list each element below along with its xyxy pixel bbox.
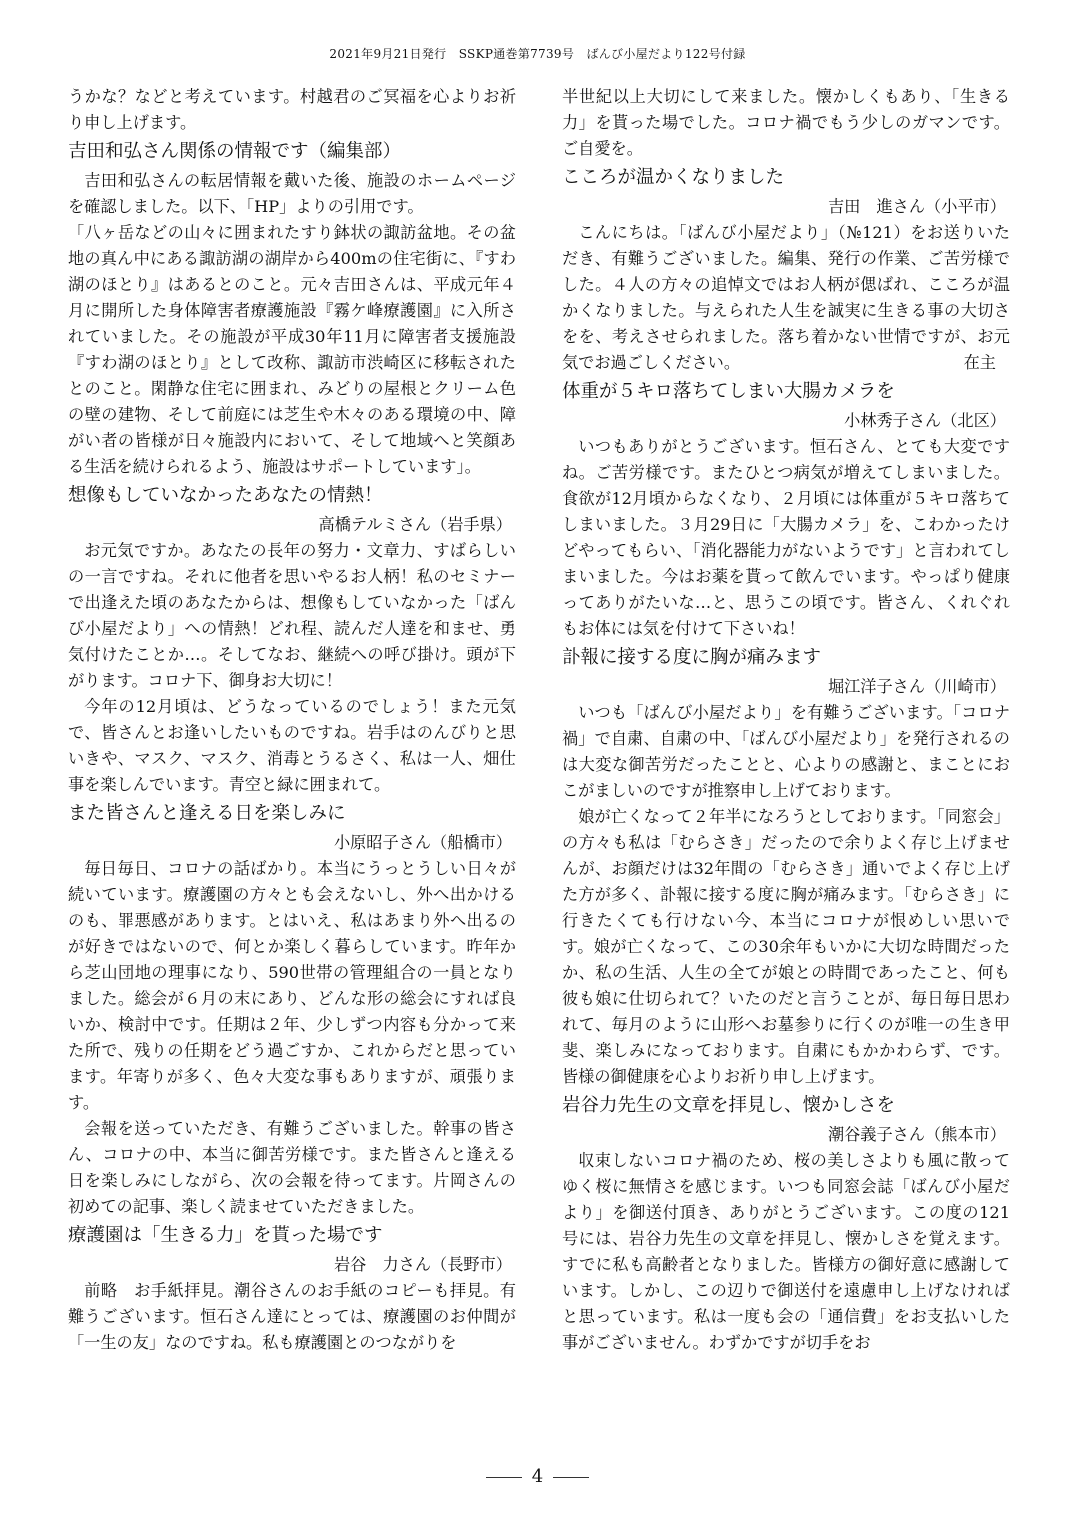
section-heading: 療護園は「生きる力」を貰った場です <box>68 1225 383 1246</box>
author-line: 岩谷 力さん（長野市） <box>333 1255 512 1274</box>
section-heading: 想像もしていなかったあなたの情熱！ <box>68 485 383 506</box>
paragraph: 会報を送っていただき、有難うございました。幹事の皆さん、コロナの中、本当に御苦労様です。また皆さんと逢える日を楽しみにしながら、次の会報を待ってます。片岡さんの初めての記事、楽しく読ませていただきました。 <box>68 1119 516 1216</box>
signature: 在主 <box>963 353 996 372</box>
author-line: 潮谷義子さん（熊本市） <box>827 1125 1006 1144</box>
section-heading: 体重が５キロ落ちてしまい大腸カメラを <box>562 381 895 402</box>
paragraph: 前略 お手紙拝見。潮谷さんのお手紙のコピーも拝見。有難うございます。恒石さん達にとっては、療護園のお仲間が「一生の友」なのですね。私も療護園とのつながりを <box>68 1281 516 1352</box>
continued-paragraph: 半世紀以上大切にして来ました。懐かしくもあり、「生きる力」を貰った場でした。コロナ禍でもう少しのガマンです。ご自愛を。 <box>562 87 1010 158</box>
intro-paragraph: うかな？などと考えています。村越君のご冥福を心よりお祈り申し上げます。 <box>68 87 516 132</box>
left-column <box>68 84 516 1356</box>
section-heading: また皆さんと逢える日を楽しみに <box>68 803 346 824</box>
paragraph-text: こんにちは。「ばんび小屋だより」（№121）をお送りいただき、有難うございました。編集、発行の作業、ご苦労様でした。４人の方々の追悼文ではお人柄が偲ばれ、こころが温かくなりました。与えられた人生を誠実に生きる事の大切さをを、考えさせられました。落ち着かない世情ですが、お元気でお過ごしください。 <box>562 223 1010 372</box>
page-header: 2021年9月21日発行 SSKP通巻第7739号 ばんび小屋だより122号付録 <box>329 47 746 61</box>
footer-rule-left <box>486 1477 522 1478</box>
paragraph: お元気ですか。あなたの長年の努力・文章力、すばらしいの一言ですね。それに他者を思いやるお人柄！私のセミナーで出逢えた頃のあなたからは、想像もしていなかった「ばんび小屋だより」への情熱！どれ程、読んだ人達を和ませ、勇気付けたことか…。そしてなお、継続への呼び掛け。頭が下がります。コロナ下、御身お大切に！ <box>68 541 516 690</box>
author-line: 高橋テルミさん（岩手県） <box>318 515 512 534</box>
paragraph: 娘が亡くなって２年半になろうとしております。「同窓会」の方々も私は「むらさき」だったので余りよく存じ上げませんが、お顔だけは32年間の「むらさき」通いでよく存じ上げた方が多く、訃報に接する度に胸が痛みます。「むらさき」に行きたくても行けない今、本当にコロナが恨めしい思いです。娘が亡くなって、この30余年もいかに大切な時間だったか、私の生活、人生の全てが娘との時間であったこと、何も彼も娘に仕切られて？いたのだと言うことが、毎日毎日思われて、毎月のように山形へお墓参りに行くのが唯一の生き甲斐、楽しみになっております。自粛にもかかわらず、です。皆様の御健康を心よりお祈り申し上げます。 <box>562 807 1010 1086</box>
author-line: 堀江洋子さん（川崎市） <box>827 677 1006 696</box>
page-number: 4 <box>531 1466 544 1487</box>
paragraph: 吉田和弘さんの転居情報を戴いた後、施設のホームページを確認しました。以下、「HP」よりの引用です。 <box>68 171 516 216</box>
quote-paragraph: 「八ヶ岳などの山々に囲まれたすり鉢状の諏訪盆地。その盆地の真ん中にある諏訪湖の湖岸から400mの住宅街に、『すわ湖のほとり』はあるとのこと。元々吉田さんは、平成元年４月に開所した身体障害者療護施設『霧ケ峰療護園』に入所されていました。その施設が平成30年11月に障害者支援施設『すわ湖のほとり』として改称、諏訪市渋崎区に移転されたとのこと。閑静な住宅に囲まれ、みどりの屋根とクリーム色の壁の建物、そして前庭には芝生や木々のある環境の中、障がい者の皆様が日々施設内において、そして地域へと笑顔ある生活を続けられるよう、施設はサポートしています」。 <box>68 223 516 476</box>
paragraph <box>562 220 1010 376</box>
paragraph: いつも「ばんび小屋だより」を有難うございます。「コロナ禍」で自粛、自粛の中、「ばんび小屋だより」を発行されるのは大変な御苦労だったことと、心よりの感謝と、まことにおこがましいのですが推察申し上げております。 <box>562 703 1010 800</box>
section-heading: こころが温かくなりました <box>562 167 785 188</box>
right-column <box>562 84 1010 1356</box>
paragraph: 収束しないコロナ禍のため、桜の美しさよりも風に散ってゆく桜に無情さを感じます。いつも同窓会誌「ばんび小屋だより」を御送付頂き、ありがとうございます。この度の121号には、岩谷力先生の文章を拝見し、懐かしさを覚えます。すでに私も高齢者となりました。皆様方の御好意に感謝しています。しかし、この辺りで御送付を遠慮申し上げなければと思っています。私は一度も会の「通信費」をお支払いした事がございません。わずかですが切手をお <box>562 1151 1010 1352</box>
page-footer <box>0 1466 1075 1487</box>
section-heading: 訃報に接する度に胸が痛みます <box>562 647 822 668</box>
author-line: 小林秀子さん（北区） <box>844 411 1006 430</box>
paragraph: いつもありがとうございます。恒石さん、とても大変ですね。ご苦労様です。またひとつ病気が増えてしまいました。食欲が12月頃からなくなり、２月頃には体重が５キロ落ちてしまいました。３月29日に「大腸カメラ」を、こわかったけどやってもらい、「消化器能力がないようです」と言われてしまいました。今はお薬を貰って飲んでいます。やっぱり健康ってありがたいな…と、思うこの頃です。皆さん、くれぐれもお体には気を付けて下さいね！ <box>562 437 1010 638</box>
paragraph: 毎日毎日、コロナの話ばかり。本当にうっとうしい日々が続いています。療護園の方々とも会えないし、外へ出かけるのも、罪悪感があります。とはいえ、私はあまり外へ出るのが好きではないので、何とか楽しく暮らしています。昨年から芝山団地の理事になり、590世帯の管理組合の一員となりました。総会が６月の末にあり、どんな形の総会にすれば良いか、検討中です。任期は２年、少しずつ内容も分かって来た所で、残りの任期をどう過ごすか、これからだと思っています。年寄りが多く、色々大変な事もありますが、頑張ります。 <box>68 859 516 1112</box>
footer-rule-right <box>553 1477 589 1478</box>
author-line: 小原昭子さん（船橋市） <box>333 833 512 852</box>
section-heading: 岩谷力先生の文章を拝見し、懐かしさを <box>562 1095 896 1116</box>
paragraph: 今年の12月頃は、どうなっているのでしょう！また元気で、皆さんとお逢いしたいものですね。岩手はのんびりと思いきや、マスク、マスク、消毒とうるさく、私は一人、畑仕事を楽しんでいます。青空と緑に囲まれて。 <box>68 697 516 794</box>
section-heading: 吉田和弘さん関係の情報です（編集部） <box>68 141 402 162</box>
author-line: 吉田 進さん（小平市） <box>827 197 1006 216</box>
